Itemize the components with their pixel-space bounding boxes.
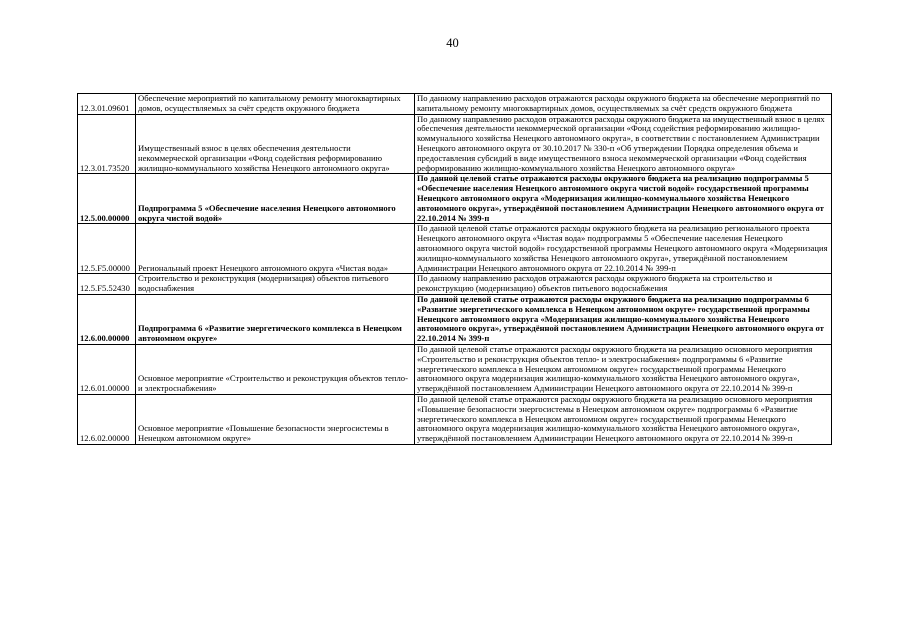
row-name: Обеспечение мероприятий по капитальному ремонту многоквартирных домов, осуществляемых за счёт средств окружного бюджета	[136, 94, 415, 115]
table-row	[78, 294, 832, 344]
table-row	[78, 94, 832, 115]
row-name: Подпрограмма 6 «Развитие энергетического комплекса в Ненецком автономном округе»	[136, 294, 415, 344]
row-name: Основное мероприятие «Строительство и реконструкция объектов тепло- и электроснабжения»	[136, 344, 415, 394]
row-description: По данной целевой статье отражаются расходы окружного бюджета на реализацию регионального проекта Ненецкого автономного округа «Чистая вода» подпрограммы 5 «Обеспечение населения Ненецкого автономного округа чистой водой» государственной программы Ненецкого автономного округа «Модернизация жилищно-коммунального хозяйства Ненецкого автономного округа», утверждённой постановлением Администрации Ненецкого автономного округа от 22.10.2014 № 399-п	[415, 224, 832, 274]
row-code: 12.3.01.73520	[78, 114, 136, 174]
table-row	[78, 274, 832, 295]
row-code: 12.5.00.00000	[78, 174, 136, 224]
row-name: Имущественный взнос в целях обеспечения деятельности некоммерческой организации «Фонд содействия реформированию жилищно-коммунального хозяйства Ненецкого автономного округа»	[136, 114, 415, 174]
row-name: Подпрограмма 5 «Обеспечение населения Ненецкого автономного округа чистой водой»	[136, 174, 415, 224]
row-description: По данной целевой статье отражаются расходы окружного бюджета на реализацию основного мероприятия «Строительство и реконструкция объектов тепло- и электроснабжения» подпрограммы 6 «Развитие энергетического комплекса в Ненецком автономном округе» государственной программы Ненецкого автономного округа модернизация жилищно-коммунального хозяйства Ненецкого автономного округа», утверждённой постановлением Администрации Ненецкого автономного округа от 22.10.2014 № 399-п	[415, 344, 832, 394]
row-code: 12.6.02.00000	[78, 394, 136, 444]
row-name: Основное мероприятие «Повышение безопасности энергосистемы в Ненецком автономном округе»	[136, 394, 415, 444]
table-row	[78, 394, 832, 444]
row-description: По данной целевой статье отражаются расходы окружного бюджета на реализацию подпрограммы 6 «Развитие энергетического комплекса в Ненецком автономном округе» государственной программы Ненецкого автономного округа «Модернизация жилищно-коммунального хозяйства Ненецкого автономного округа», утверждённой постановлением Администрации Ненецкого автономного округа от 22.10.2014 № 399-п	[415, 294, 832, 344]
table-row	[78, 224, 832, 274]
row-description: По данному направлению расходов отражаются расходы окружного бюджета на строительство и реконструкцию (модернизацию) объектов питьевого водоснабжения	[415, 274, 832, 295]
page-number: 40	[446, 36, 459, 50]
row-code: 12.3.01.09601	[78, 94, 136, 115]
row-description: По данной целевой статье отражаются расходы окружного бюджета на реализацию основного мероприятия «Повышение безопасности энергосистемы в Ненецком автономном округе» подпрограммы 6 «Развитие энергетического комплекса в Ненецком автономном округе» государственной программы Ненецкого автономного округа модернизация жилищно-коммунального хозяйства Ненецкого автономного округа», утверждённой постановлением Администрации Ненецкого автономного округа от 22.10.2014 № 399-п	[415, 394, 832, 444]
table-row	[78, 344, 832, 394]
row-code: 12.6.00.00000	[78, 294, 136, 344]
table-row	[78, 174, 832, 224]
row-description: По данной целевой статье отражаются расходы окружного бюджета на реализацию подпрограммы 5 «Обеспечение населения Ненецкого автономного округа чистой водой» государственной программы Ненецкого автономного округа «Модернизация жилищно-коммунального хозяйства Ненецкого автономного округа», утверждённой постановлением Администрации Ненецкого автономного округа от 22.10.2014 № 399-п	[415, 174, 832, 224]
table-row	[78, 114, 832, 174]
row-name: Региональный проект Ненецкого автономного округа «Чистая вода»	[136, 224, 415, 274]
row-description: По данному направлению расходов отражаются расходы окружного бюджета на имущественный взнос в целях обеспечения деятельности некоммерческой организации «Фонд содействия реформированию жилищно-коммунального хозяйства Ненецкого автономного округа», в соответствии с постановлением Администрации Ненецкого автономного округа от 30.10.2017 № 330-п «Об утверждении Порядка определения объема и предоставления субсидий в виде имущественного взноса некоммерческой организации «Фонд содействия реформированию жилищно-коммунального хозяйства Ненецкого автономного округа»	[415, 114, 832, 174]
budget-classification-table	[77, 93, 832, 445]
row-code: 12.5.F5.52430	[78, 274, 136, 295]
row-description: По данному направлению расходов отражаются расходы окружного бюджета на обеспечение мероприятий по капитальному ремонту многоквартирных домов, осуществляемых за счёт средств окружного бюджета	[415, 94, 832, 115]
row-code: 12.6.01.00000	[78, 344, 136, 394]
row-name: Строительство и реконструкция (модернизация) объектов питьевого водоснабжения	[136, 274, 415, 295]
row-code: 12.5.F5.00000	[78, 224, 136, 274]
